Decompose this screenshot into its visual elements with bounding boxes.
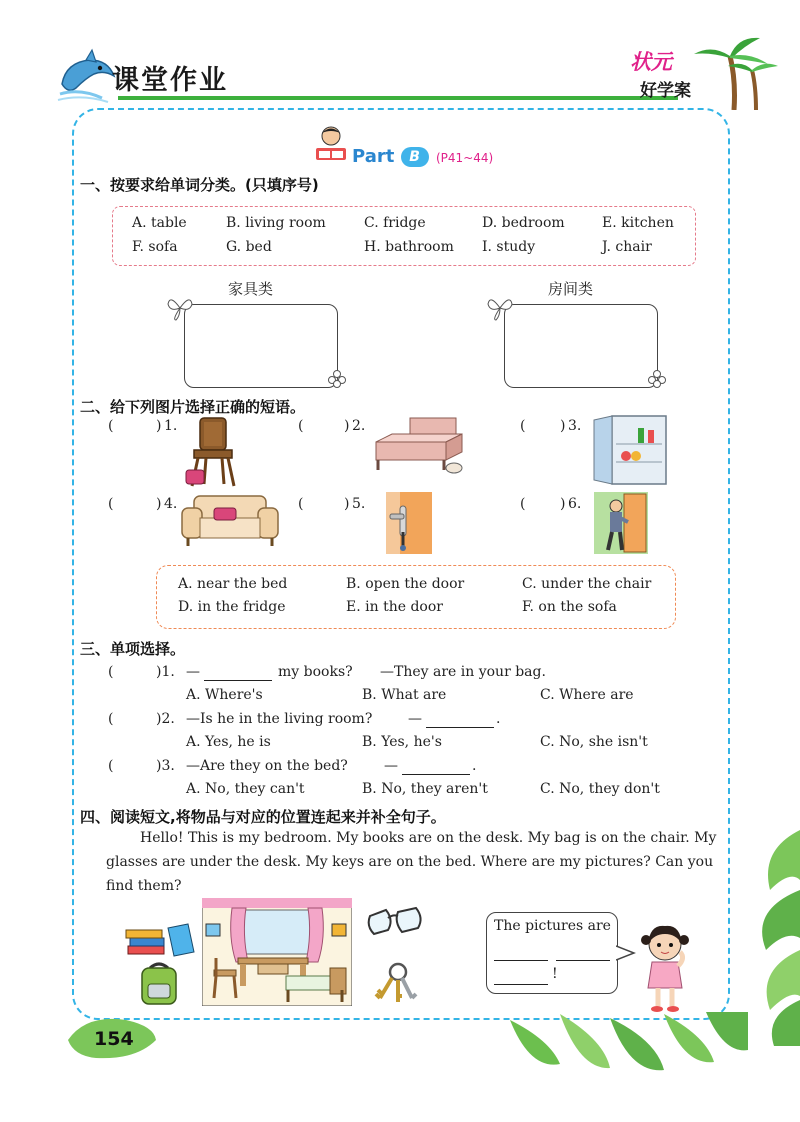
q1-option-c: C. Where are [540, 687, 634, 703]
page-number: 154 [94, 1028, 134, 1050]
option-a: A. near the bed [178, 576, 288, 592]
section2-title: 二、给下列图片选择正确的短语。 [80, 398, 306, 416]
option-b: B. open the door [346, 576, 465, 592]
q3-period: . [472, 758, 477, 774]
palm-tree-icon [690, 30, 780, 110]
brand-logo-line2: 好学案 [640, 81, 691, 101]
glasses-icon [366, 906, 428, 940]
answer-paren-close-3: ) [560, 418, 566, 434]
dolphin-mascot-icon [56, 48, 120, 104]
q2-option-c: C. No, she isn't [540, 734, 648, 750]
answer-paren-close-5: ) [344, 496, 350, 512]
answer-paren-close-1: ) [156, 418, 162, 434]
man-opening-door-icon [594, 492, 648, 554]
part-word: Part [352, 146, 395, 167]
option-d: D. in the fridge [178, 599, 286, 615]
q3-option-b: B. No, they aren't [362, 781, 488, 797]
answer-paren-open-2[interactable]: ( [298, 418, 304, 434]
q3-option-a: A. No, they can't [186, 781, 305, 797]
butterfly-icon [486, 294, 514, 322]
open-fridge-icon [592, 414, 668, 486]
q3-paren-open[interactable]: ( [108, 758, 114, 774]
part-label [352, 146, 429, 167]
q2-blank[interactable] [426, 727, 494, 728]
picture-number-5: 5. [352, 496, 366, 512]
schoolbag-icon [136, 962, 182, 1006]
section1-title: 一、按要求给单词分类。(只填序号) [80, 176, 319, 194]
q2-question: —Is he in the living room? [186, 711, 373, 727]
word-a: A. table [132, 215, 187, 231]
option-c: C. under the chair [522, 576, 652, 592]
word-h: H. bathroom [364, 239, 454, 255]
word-f: F. sofa [132, 239, 178, 255]
header-divider [118, 96, 678, 100]
picture-number-4: 4. [164, 496, 178, 512]
q1-dash: — [186, 664, 200, 680]
word-c: C. fridge [364, 215, 426, 231]
answer-paren-open-6[interactable]: ( [520, 496, 526, 512]
option-e: E. in the door [346, 599, 443, 615]
sofa-with-bag-icon [180, 490, 280, 550]
furniture-category-label: 家具类 [228, 280, 274, 298]
q2-number: )2. [156, 711, 175, 727]
answer-paren-close-4: ) [156, 496, 162, 512]
furniture-answer-box[interactable] [184, 304, 338, 388]
rooms-category-label: 房间类 [548, 280, 594, 298]
q1-blank[interactable] [204, 680, 272, 681]
boy-reading-icon [312, 124, 350, 164]
passage-line-1: Hello! This is my bedroom. My books are on the desk. My bag is on the chair. My [140, 830, 717, 846]
part-letter-badge: B [401, 147, 429, 167]
word-i: I. study [482, 239, 536, 255]
q1-question-end: my books? [278, 664, 353, 680]
word-g: G. bed [226, 239, 272, 255]
word-j: J. chair [602, 239, 652, 255]
bubble-blank-2[interactable] [556, 960, 610, 961]
answer-paren-open-5[interactable]: ( [298, 496, 304, 512]
q3-question: —Are they on the bed? [186, 758, 348, 774]
rooms-answer-box[interactable] [504, 304, 658, 388]
answer-paren-open-1[interactable]: ( [108, 418, 114, 434]
flower-icon [328, 370, 346, 388]
word-d: D. bedroom [482, 215, 565, 231]
answer-paren-open-4[interactable]: ( [108, 496, 114, 512]
option-f: F. on the sofa [522, 599, 617, 615]
word-b: B. living room [226, 215, 326, 231]
answer-paren-close-2: ) [344, 418, 350, 434]
chair-with-bag-icon [184, 414, 240, 488]
bubble-exclamation: ! [552, 966, 558, 982]
door-key-icon [384, 492, 432, 554]
brand-logo-line1: 状元 [630, 50, 672, 74]
q2-period: . [496, 711, 501, 727]
section3-title: 三、单项选择。 [80, 640, 186, 658]
picture-number-6: 6. [568, 496, 582, 512]
leaves-bottom-decoration-icon [500, 1010, 750, 1080]
q2-option-a: A. Yes, he is [186, 734, 271, 750]
speech-bubble-tail [616, 944, 636, 962]
answer-paren-close-6: ) [560, 496, 566, 512]
picture-number-2: 2. [352, 418, 366, 434]
bed-with-slippers-icon [370, 416, 470, 478]
q1-paren-open[interactable]: ( [108, 664, 114, 680]
q2-reply-dash: — [408, 711, 422, 727]
part-pages: (P41~44) [436, 151, 494, 165]
bubble-blank-3[interactable] [494, 984, 548, 985]
q1-option-b: B. What are [362, 687, 447, 703]
butterfly-icon [166, 294, 194, 322]
answer-paren-open-3[interactable]: ( [520, 418, 526, 434]
page-title: 课堂作业 [112, 65, 228, 96]
q2-option-b: B. Yes, he's [362, 734, 442, 750]
q3-number: )3. [156, 758, 175, 774]
passage-line-2: glasses are under the desk. My keys are on the bed. Where are my pictures? Can you [106, 854, 714, 870]
picture-number-1: 1. [164, 418, 178, 434]
passage-line-3: find them? [106, 878, 182, 894]
section4-title: 四、阅读短文,将物品与对应的位置连起来并补全句子。 [80, 808, 446, 826]
q1-reply: —They are in your bag. [380, 664, 546, 680]
bubble-text: The pictures are [494, 918, 611, 934]
flower-icon [648, 370, 666, 388]
keys-icon [372, 962, 424, 1004]
picture-number-3: 3. [568, 418, 582, 434]
phrase-options-box [156, 565, 676, 629]
q3-option-c: C. No, they don't [540, 781, 660, 797]
q3-blank[interactable] [402, 774, 470, 775]
q1-option-a: A. Where's [186, 687, 263, 703]
bedroom-scene-illustration [202, 898, 352, 1006]
q3-reply-dash: — [384, 758, 398, 774]
q2-paren-open[interactable]: ( [108, 711, 114, 727]
word-e: E. kitchen [602, 215, 674, 231]
girl-thinking-icon [640, 922, 690, 1014]
q1-number: )1. [156, 664, 175, 680]
books-icon [124, 922, 196, 962]
bubble-blank-1[interactable] [494, 960, 548, 961]
